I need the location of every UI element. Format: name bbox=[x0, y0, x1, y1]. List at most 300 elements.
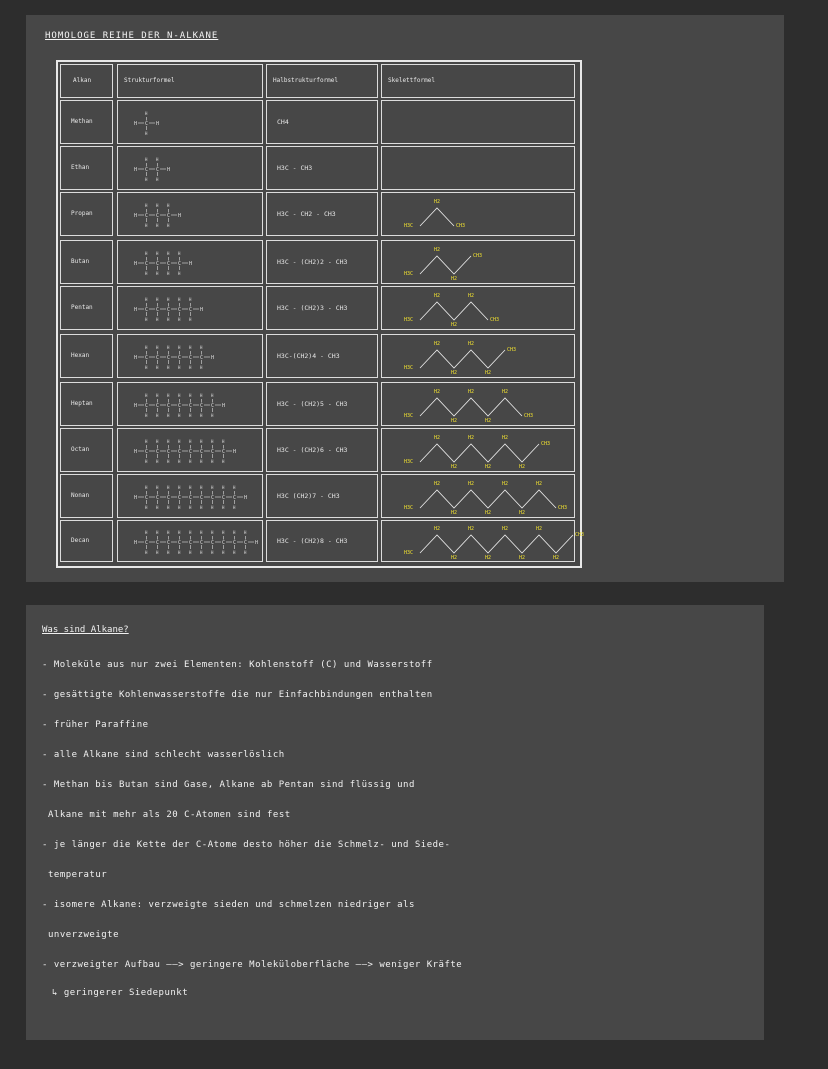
table-cell bbox=[117, 192, 263, 236]
skel-label-end: CH3 bbox=[456, 223, 466, 229]
svg-text:H: H bbox=[145, 177, 148, 182]
table-cell bbox=[266, 334, 378, 378]
svg-text:H: H bbox=[134, 213, 138, 219]
svg-text:H: H bbox=[189, 393, 192, 398]
svg-text:C: C bbox=[167, 307, 171, 313]
struktur-formel bbox=[118, 475, 264, 519]
svg-text:C: C bbox=[145, 213, 149, 219]
svg-text:H: H bbox=[167, 317, 170, 322]
svg-text:C: C bbox=[167, 495, 171, 501]
svg-text:H: H bbox=[156, 157, 159, 162]
svg-text:C: C bbox=[156, 495, 160, 501]
halbstruktur-formel: H3C (CH2)7 - CH3 bbox=[277, 492, 340, 500]
table-cell bbox=[60, 240, 113, 284]
svg-text:H: H bbox=[189, 505, 192, 510]
svg-text:H: H bbox=[156, 345, 159, 350]
svg-text:H: H bbox=[200, 307, 204, 313]
svg-text:C: C bbox=[145, 540, 149, 546]
notes-heading: Was sind Alkane? bbox=[42, 625, 129, 635]
svg-text:C: C bbox=[167, 261, 171, 267]
svg-text:C: C bbox=[167, 213, 171, 219]
svg-text:C: C bbox=[156, 167, 160, 173]
svg-text:C: C bbox=[178, 403, 182, 409]
struktur-formel bbox=[118, 147, 264, 191]
svg-text:C: C bbox=[222, 540, 226, 546]
table-cell bbox=[117, 240, 263, 284]
svg-text:C: C bbox=[167, 449, 171, 455]
svg-text:H: H bbox=[167, 223, 170, 228]
skel-label-h2: H2 bbox=[519, 464, 526, 470]
alkane-name: Octan bbox=[71, 446, 90, 453]
svg-text:H: H bbox=[156, 413, 159, 418]
svg-text:H: H bbox=[244, 495, 248, 501]
note-line: - isomere Alkane: verzweigte sieden und schmelzen niedriger als bbox=[42, 900, 415, 910]
svg-text:H: H bbox=[200, 550, 203, 555]
alkane-name: Nonan bbox=[71, 492, 90, 499]
svg-text:C: C bbox=[156, 261, 160, 267]
table-cell bbox=[60, 286, 113, 330]
skel-label-h2: H2 bbox=[434, 247, 441, 253]
svg-text:H: H bbox=[200, 530, 203, 535]
svg-text:H: H bbox=[200, 485, 203, 490]
table-cell bbox=[381, 334, 575, 378]
svg-text:H: H bbox=[134, 121, 138, 127]
struktur-formel bbox=[118, 429, 264, 473]
note-line: - Methan bis Butan sind Gase, Alkane ab Pentan sind flüssig und bbox=[42, 780, 415, 790]
skel-label-start: H3C bbox=[404, 317, 414, 323]
skel-label-h2: H2 bbox=[485, 555, 492, 561]
svg-text:H: H bbox=[167, 345, 170, 350]
svg-text:C: C bbox=[156, 213, 160, 219]
svg-text:C: C bbox=[233, 540, 237, 546]
skel-label-h2: H2 bbox=[502, 526, 509, 532]
table-cell bbox=[60, 334, 113, 378]
svg-text:H: H bbox=[189, 485, 192, 490]
svg-text:H: H bbox=[233, 449, 237, 455]
svg-text:H: H bbox=[211, 485, 214, 490]
svg-text:H: H bbox=[156, 271, 159, 276]
svg-text:H: H bbox=[145, 459, 148, 464]
svg-text:C: C bbox=[233, 495, 237, 501]
svg-text:H: H bbox=[178, 459, 181, 464]
skelett-formel bbox=[382, 521, 576, 563]
halbstruktur-formel: H3C - CH2 - CH3 bbox=[277, 210, 336, 218]
svg-text:H: H bbox=[233, 505, 236, 510]
svg-text:C: C bbox=[211, 540, 215, 546]
svg-text:H: H bbox=[211, 355, 215, 361]
skel-label-h2: H2 bbox=[434, 526, 441, 532]
halbstruktur-formel: H3C - (CH2)5 - CH3 bbox=[277, 400, 348, 408]
skel-label-h2: H2 bbox=[468, 481, 475, 487]
svg-text:H: H bbox=[145, 365, 148, 370]
skelett-formel bbox=[382, 193, 576, 237]
svg-text:H: H bbox=[145, 550, 148, 555]
table-cell bbox=[266, 100, 378, 144]
svg-text:H: H bbox=[200, 439, 203, 444]
svg-text:C: C bbox=[156, 403, 160, 409]
skel-label-h2: H2 bbox=[468, 293, 475, 299]
alkane-name: Decan bbox=[71, 537, 90, 544]
svg-text:H: H bbox=[178, 393, 181, 398]
struktur-formel bbox=[118, 383, 264, 427]
svg-text:H: H bbox=[167, 271, 170, 276]
skel-label-h2: H2 bbox=[485, 510, 492, 516]
skel-label-h2: H2 bbox=[451, 276, 458, 282]
table-cell bbox=[381, 428, 575, 472]
svg-text:H: H bbox=[167, 459, 170, 464]
svg-text:H: H bbox=[156, 223, 159, 228]
header-cell bbox=[266, 64, 378, 98]
skelett-formel bbox=[382, 429, 576, 473]
svg-text:H: H bbox=[178, 297, 181, 302]
svg-text:H: H bbox=[145, 203, 148, 208]
svg-text:H: H bbox=[145, 251, 148, 256]
skel-label-start: H3C bbox=[404, 271, 414, 277]
svg-text:H: H bbox=[178, 505, 181, 510]
svg-text:C: C bbox=[145, 449, 149, 455]
alkane-name: Methan bbox=[71, 118, 93, 125]
table-cell bbox=[266, 192, 378, 236]
skelett-formel bbox=[382, 241, 576, 285]
svg-text:H: H bbox=[167, 413, 170, 418]
svg-text:H: H bbox=[222, 439, 225, 444]
skel-label-h2: H2 bbox=[536, 526, 543, 532]
svg-text:H: H bbox=[134, 307, 138, 313]
svg-text:H: H bbox=[178, 439, 181, 444]
struktur-formel bbox=[118, 193, 264, 237]
skel-label-h2: H2 bbox=[451, 464, 458, 470]
svg-text:H: H bbox=[222, 459, 225, 464]
table-cell bbox=[381, 100, 575, 144]
svg-text:C: C bbox=[189, 403, 193, 409]
svg-text:H: H bbox=[134, 261, 138, 267]
note-line: temperatur bbox=[48, 870, 108, 880]
svg-text:H: H bbox=[189, 261, 193, 267]
svg-text:H: H bbox=[145, 131, 148, 136]
svg-text:H: H bbox=[167, 251, 170, 256]
header-cell bbox=[60, 64, 113, 98]
note-line: - je länger die Kette der C-Atome desto höher die Schmelz- und Siede- bbox=[42, 840, 451, 850]
svg-text:C: C bbox=[200, 355, 204, 361]
skel-label-h2: H2 bbox=[451, 322, 458, 328]
svg-text:C: C bbox=[156, 307, 160, 313]
note-line: - alle Alkane sind schlecht wasserlöslich bbox=[42, 750, 285, 760]
svg-text:H: H bbox=[189, 297, 192, 302]
skel-label-h2: H2 bbox=[519, 510, 526, 516]
svg-text:H: H bbox=[167, 203, 170, 208]
skel-label-end: CH3 bbox=[473, 253, 483, 259]
svg-text:H: H bbox=[134, 540, 138, 546]
svg-text:H: H bbox=[255, 540, 259, 546]
svg-text:H: H bbox=[156, 317, 159, 322]
skel-label-h2: H2 bbox=[519, 555, 526, 561]
svg-text:H: H bbox=[189, 459, 192, 464]
page-title: HOMOLOGE REIHE DER N-ALKANE bbox=[45, 31, 219, 41]
svg-text:H: H bbox=[178, 251, 181, 256]
svg-text:H: H bbox=[233, 550, 236, 555]
svg-text:H: H bbox=[189, 439, 192, 444]
alkane-name: Pentan bbox=[71, 304, 93, 311]
svg-text:H: H bbox=[156, 121, 160, 127]
skel-label-end: CH3 bbox=[507, 347, 517, 353]
skel-label-h2: H2 bbox=[451, 418, 458, 424]
struktur-formel bbox=[118, 241, 264, 285]
table-cell bbox=[381, 382, 575, 426]
svg-text:H: H bbox=[156, 365, 159, 370]
svg-text:C: C bbox=[167, 403, 171, 409]
skel-label-h2: H2 bbox=[485, 370, 492, 376]
struktur-formel bbox=[118, 521, 264, 563]
note-line: unverzweigte bbox=[48, 930, 120, 940]
svg-text:C: C bbox=[189, 495, 193, 501]
svg-text:H: H bbox=[167, 530, 170, 535]
svg-text:C: C bbox=[222, 495, 226, 501]
halbstruktur-formel: H3C - (CH2)2 - CH3 bbox=[277, 258, 348, 266]
svg-text:H: H bbox=[211, 459, 214, 464]
table-cell bbox=[117, 382, 263, 426]
svg-text:H: H bbox=[178, 345, 181, 350]
skel-label-h2: H2 bbox=[502, 435, 509, 441]
svg-text:H: H bbox=[134, 403, 138, 409]
header-label: Halbstrukturformel bbox=[273, 77, 339, 84]
svg-text:C: C bbox=[222, 449, 226, 455]
svg-text:H: H bbox=[156, 439, 159, 444]
header-label: Skelettformel bbox=[388, 77, 435, 84]
skel-label-start: H3C bbox=[404, 365, 414, 371]
svg-text:H: H bbox=[200, 413, 203, 418]
svg-text:H: H bbox=[145, 271, 148, 276]
table-cell bbox=[381, 146, 575, 190]
svg-text:H: H bbox=[222, 403, 226, 409]
skel-label-h2: H2 bbox=[468, 526, 475, 532]
svg-text:C: C bbox=[145, 261, 149, 267]
svg-text:H: H bbox=[189, 365, 192, 370]
svg-text:C: C bbox=[211, 495, 215, 501]
alkane-name: Propan bbox=[71, 210, 93, 217]
skel-label-h2: H2 bbox=[502, 481, 509, 487]
svg-text:H: H bbox=[189, 317, 192, 322]
skel-label-h2: H2 bbox=[502, 389, 509, 395]
table-cell bbox=[381, 286, 575, 330]
svg-text:H: H bbox=[178, 485, 181, 490]
svg-text:H: H bbox=[167, 365, 170, 370]
alkane-name: Butan bbox=[71, 258, 90, 265]
svg-text:C: C bbox=[189, 307, 193, 313]
table-cell bbox=[117, 428, 263, 472]
svg-text:C: C bbox=[145, 121, 149, 127]
svg-text:C: C bbox=[200, 403, 204, 409]
svg-text:H: H bbox=[189, 413, 192, 418]
svg-text:C: C bbox=[211, 449, 215, 455]
svg-text:H: H bbox=[178, 213, 182, 219]
table-cell bbox=[60, 192, 113, 236]
table-cell bbox=[266, 286, 378, 330]
skel-label-h2: H2 bbox=[434, 199, 441, 205]
skel-label-end: CH3 bbox=[490, 317, 500, 323]
svg-text:C: C bbox=[189, 540, 193, 546]
skel-label-h2: H2 bbox=[468, 341, 475, 347]
svg-text:H: H bbox=[233, 530, 236, 535]
svg-text:C: C bbox=[189, 449, 193, 455]
table-cell bbox=[117, 520, 263, 562]
table-cell bbox=[266, 474, 378, 518]
table-cell bbox=[266, 520, 378, 562]
table-cell bbox=[381, 192, 575, 236]
svg-text:C: C bbox=[178, 307, 182, 313]
svg-text:C: C bbox=[145, 307, 149, 313]
svg-text:H: H bbox=[200, 505, 203, 510]
table-cell bbox=[381, 474, 575, 518]
svg-text:H: H bbox=[244, 530, 247, 535]
svg-text:H: H bbox=[178, 365, 181, 370]
skel-label-start: H3C bbox=[404, 459, 414, 465]
note-line: Alkane mit mehr als 20 C-Atomen sind fest bbox=[48, 810, 291, 820]
svg-text:H: H bbox=[211, 530, 214, 535]
table-cell bbox=[117, 334, 263, 378]
svg-text:C: C bbox=[145, 403, 149, 409]
svg-text:H: H bbox=[167, 393, 170, 398]
svg-text:H: H bbox=[167, 485, 170, 490]
svg-text:H: H bbox=[167, 167, 171, 173]
svg-text:H: H bbox=[200, 393, 203, 398]
skel-label-h2: H2 bbox=[434, 293, 441, 299]
svg-text:C: C bbox=[200, 495, 204, 501]
svg-text:C: C bbox=[145, 167, 149, 173]
skel-label-h2: H2 bbox=[468, 435, 475, 441]
skel-label-start: H3C bbox=[404, 505, 414, 511]
svg-text:H: H bbox=[178, 550, 181, 555]
skel-label-h2: H2 bbox=[536, 481, 543, 487]
svg-text:C: C bbox=[156, 540, 160, 546]
skel-label-h2: H2 bbox=[434, 389, 441, 395]
svg-text:C: C bbox=[178, 261, 182, 267]
svg-text:H: H bbox=[222, 530, 225, 535]
alkane-name: Hexan bbox=[71, 352, 90, 359]
skel-label-start: H3C bbox=[404, 550, 414, 556]
halbstruktur-formel: H3C - (CH2)8 - CH3 bbox=[277, 537, 348, 545]
table-cell bbox=[266, 240, 378, 284]
svg-text:H: H bbox=[233, 485, 236, 490]
svg-text:H: H bbox=[145, 393, 148, 398]
halbstruktur-formel: H3C - (CH2)3 - CH3 bbox=[277, 304, 348, 312]
table-cell bbox=[60, 520, 113, 562]
svg-text:H: H bbox=[178, 317, 181, 322]
svg-text:H: H bbox=[145, 345, 148, 350]
svg-text:H: H bbox=[145, 157, 148, 162]
skel-label-start: H3C bbox=[404, 413, 414, 419]
svg-text:C: C bbox=[145, 355, 149, 361]
svg-text:H: H bbox=[134, 449, 138, 455]
header-label: Strukturformel bbox=[124, 77, 175, 84]
svg-text:H: H bbox=[167, 439, 170, 444]
note-line: ↳ geringerer Siedepunkt bbox=[52, 988, 189, 998]
svg-text:C: C bbox=[189, 355, 193, 361]
svg-text:C: C bbox=[178, 495, 182, 501]
svg-text:H: H bbox=[189, 550, 192, 555]
svg-text:H: H bbox=[145, 223, 148, 228]
note-line: - früher Paraffine bbox=[42, 720, 149, 730]
skel-label-h2: H2 bbox=[451, 510, 458, 516]
skel-label-h2: H2 bbox=[434, 435, 441, 441]
halbstruktur-formel: H3C - (CH2)6 - CH3 bbox=[277, 446, 348, 454]
svg-text:C: C bbox=[167, 355, 171, 361]
skel-label-end: CH3 bbox=[541, 441, 551, 447]
skel-label-start: H3C bbox=[404, 223, 414, 229]
skel-label-end: CH3 bbox=[524, 413, 534, 419]
svg-text:H: H bbox=[200, 459, 203, 464]
table-cell bbox=[381, 520, 585, 562]
svg-text:H: H bbox=[211, 505, 214, 510]
svg-text:H: H bbox=[134, 355, 138, 361]
table-cell bbox=[266, 382, 378, 426]
header-cell bbox=[381, 64, 575, 98]
svg-text:H: H bbox=[167, 550, 170, 555]
skel-label-h2: H2 bbox=[485, 418, 492, 424]
svg-text:C: C bbox=[244, 540, 248, 546]
svg-text:H: H bbox=[145, 111, 148, 116]
table-cell bbox=[60, 474, 113, 518]
skelett-formel bbox=[382, 287, 576, 331]
svg-text:H: H bbox=[145, 505, 148, 510]
skel-label-h2: H2 bbox=[553, 555, 560, 561]
skel-label-h2: H2 bbox=[434, 341, 441, 347]
svg-text:H: H bbox=[167, 297, 170, 302]
svg-text:C: C bbox=[178, 540, 182, 546]
svg-text:H: H bbox=[156, 530, 159, 535]
table-cell bbox=[117, 286, 263, 330]
svg-text:C: C bbox=[156, 355, 160, 361]
svg-text:H: H bbox=[156, 485, 159, 490]
header-cell bbox=[117, 64, 263, 98]
svg-text:C: C bbox=[200, 540, 204, 546]
table-cell bbox=[60, 146, 113, 190]
skel-label-h2: H2 bbox=[451, 555, 458, 561]
skel-label-h2: H2 bbox=[451, 370, 458, 376]
svg-text:H: H bbox=[222, 505, 225, 510]
svg-text:C: C bbox=[167, 540, 171, 546]
skel-label-h2: H2 bbox=[468, 389, 475, 395]
struktur-formel bbox=[118, 335, 264, 379]
struktur-formel bbox=[118, 287, 264, 331]
table-cell bbox=[266, 146, 378, 190]
table-cell bbox=[60, 382, 113, 426]
skelett-formel bbox=[382, 335, 576, 379]
table-cell bbox=[117, 100, 263, 144]
svg-text:C: C bbox=[211, 403, 215, 409]
table-cell bbox=[60, 428, 113, 472]
svg-text:H: H bbox=[244, 550, 247, 555]
svg-text:H: H bbox=[167, 505, 170, 510]
svg-text:H: H bbox=[178, 271, 181, 276]
svg-text:H: H bbox=[156, 297, 159, 302]
skel-label-end: CH3 bbox=[575, 532, 585, 538]
svg-text:H: H bbox=[145, 439, 148, 444]
skel-label-h2: H2 bbox=[485, 464, 492, 470]
svg-text:H: H bbox=[145, 485, 148, 490]
svg-text:H: H bbox=[211, 550, 214, 555]
svg-text:H: H bbox=[178, 413, 181, 418]
svg-text:H: H bbox=[134, 495, 138, 501]
svg-text:H: H bbox=[156, 550, 159, 555]
skelett-formel bbox=[382, 475, 576, 519]
svg-text:C: C bbox=[156, 449, 160, 455]
table-cell bbox=[381, 240, 575, 284]
svg-text:H: H bbox=[156, 505, 159, 510]
halbstruktur-formel: CH4 bbox=[277, 118, 289, 126]
svg-text:H: H bbox=[156, 393, 159, 398]
alkane-table bbox=[56, 60, 585, 568]
svg-text:H: H bbox=[178, 530, 181, 535]
